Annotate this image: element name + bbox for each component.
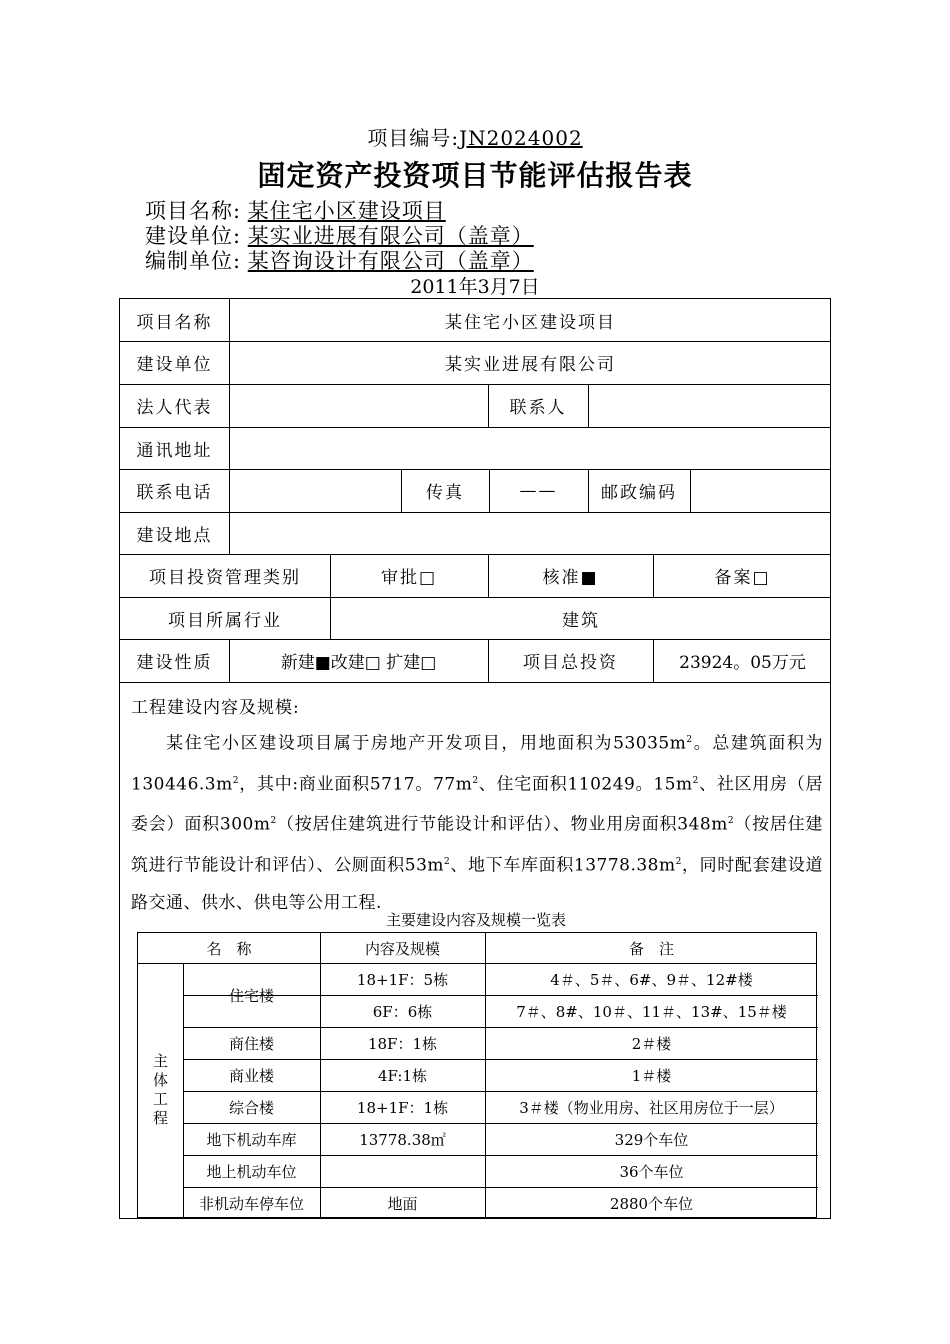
- project-name-label: 项目名称: [136, 312, 213, 333]
- site-value: [229, 512, 832, 554]
- description-text: 。总建筑面积为130446.3m: [131, 733, 823, 795]
- industry-value: 建筑: [562, 610, 600, 631]
- project-number-label: 项目编号:: [367, 126, 460, 150]
- industry-label: 项目所属行业: [168, 610, 282, 631]
- superscript: 2: [270, 816, 277, 827]
- nature-value: 新建■改建□ 扩建□: [280, 653, 437, 673]
- page-title: 固定资产投资项目节能评估报告表: [257, 159, 693, 192]
- row-content: 地面: [387, 1194, 418, 1213]
- header-name: 名 称: [206, 939, 252, 958]
- row-name: 商业楼: [228, 1066, 274, 1085]
- phone-label: 联系电话: [136, 483, 213, 503]
- info-label: 编制单位:: [145, 249, 242, 273]
- superscript: 2: [472, 775, 479, 786]
- description-text: 、社区用房（居委会）面积300m: [131, 774, 823, 835]
- builder-value: 某实业进展有限公司: [445, 355, 616, 375]
- report-date: 2011年3月7日: [410, 276, 540, 298]
- description-body: [131, 722, 823, 922]
- legal-rep-label: 法人代表: [136, 398, 213, 418]
- info-value: 某咨询设计有限公司（盖章）: [247, 249, 534, 273]
- row-name: 地下机动车库: [206, 1130, 297, 1149]
- row-content: 4F:1栋: [377, 1066, 427, 1085]
- row-content: 13778.38㎡: [359, 1130, 446, 1149]
- row-note: 3＃楼（物业用房、社区用房位于一层）: [519, 1098, 784, 1117]
- scale-table: [137, 932, 817, 1218]
- total-invest-label: 项目总投资: [523, 653, 618, 673]
- row-note: 2880个车位: [609, 1194, 694, 1213]
- row-note: 329个车位: [614, 1130, 689, 1149]
- fax-value: ——: [519, 480, 558, 501]
- info-line-compiler: [145, 249, 534, 274]
- superscript: 2: [692, 775, 699, 786]
- mgmt-type-label: 项目投资管理类别: [149, 568, 301, 588]
- row-name: 综合楼: [228, 1098, 274, 1117]
- info-value: 某住宅小区建设项目: [247, 199, 446, 223]
- description-text: 、住宅面积110249。15m: [478, 774, 693, 795]
- info-label: 项目名称:: [145, 199, 242, 223]
- postcode-value: [690, 469, 832, 512]
- row-name: 地上机动车位: [206, 1162, 297, 1181]
- row-name: 住宅楼: [228, 986, 274, 1005]
- superscript: 2: [232, 775, 239, 786]
- address-label: 通讯地址: [136, 440, 213, 461]
- mgmt-option-record: 备案□: [714, 568, 771, 588]
- description-text: （按居住建筑进行节能设计和评估）、物业用房面积348m: [276, 814, 728, 835]
- info-line-builder: [145, 224, 534, 249]
- contact-label: 联系人: [509, 398, 567, 418]
- row-note: 2＃楼: [631, 1034, 672, 1053]
- mgmt-option-approve: 审批□: [380, 568, 438, 588]
- info-value: 某实业进展有限公司（盖章）: [247, 224, 534, 248]
- superscript: 2: [675, 856, 682, 867]
- description-text: ，其中:商业面积5717。77m: [238, 774, 473, 795]
- fax-label: 传真: [426, 483, 464, 503]
- group-label: 主体工程: [151, 1053, 169, 1129]
- superscript: 2: [686, 735, 693, 745]
- row-content: [320, 1155, 485, 1187]
- description-text: 、地下车库面积13778.38m: [450, 855, 676, 876]
- description-heading: 工程建设内容及规模:: [131, 698, 300, 718]
- legal-rep-value: [229, 384, 488, 427]
- info-label: 建设单位:: [145, 224, 242, 248]
- row-content: 18F：1栋: [367, 1034, 438, 1053]
- row-note: 36个车位: [619, 1162, 684, 1181]
- project-number-value: JN2024002: [459, 126, 583, 150]
- project-number: [0, 122, 950, 151]
- description-text: （按居住建筑进行节能设计和评估）、公厕面积53m: [131, 814, 823, 876]
- group-main-works: [138, 963, 183, 1219]
- superscript: 2: [444, 856, 451, 867]
- row-name: 非机动车停车位: [198, 1194, 304, 1213]
- row-note: 4＃、5＃、6#、9＃、12#楼: [550, 970, 753, 989]
- row-name: 商住楼: [228, 1034, 274, 1053]
- superscript: 2: [727, 816, 735, 827]
- scale-table-title: 主要建设内容及规模一览表: [385, 911, 566, 929]
- total-invest-value: 23924。05万元: [679, 653, 806, 673]
- address-value: [229, 427, 832, 469]
- nature-label: 建设性质: [136, 653, 213, 673]
- row-content: 6F：6栋: [372, 1002, 433, 1021]
- site-label: 建设地点: [136, 525, 213, 546]
- project-name-value: 某住宅小区建设项目: [445, 312, 616, 333]
- description-text: 某住宅小区建设项目属于房地产开发项目，用地面积为53035m: [165, 733, 687, 754]
- mgmt-option-authorize: 核准■: [542, 568, 599, 588]
- row-note: 1＃楼: [631, 1066, 672, 1085]
- row-divider: [120, 682, 830, 683]
- assessment-form: [119, 298, 831, 1219]
- row-content: 18+1F：1栋: [356, 1098, 449, 1117]
- contact-value: [588, 384, 832, 427]
- phone-value: [229, 469, 401, 512]
- row-content: 18+1F：5栋: [356, 970, 449, 989]
- header-note: 备 注: [628, 939, 674, 958]
- header-content: 内容及规模: [364, 939, 440, 958]
- builder-label: 建设单位: [136, 355, 213, 375]
- description-text: ，同时配套建设道路交通、供水、供电等公用工程.: [131, 855, 823, 913]
- info-line-project-name: [145, 199, 446, 224]
- row-note: 7＃、8#、10＃、11＃、13#、15＃楼: [516, 1002, 787, 1021]
- postcode-label: 邮政编码: [601, 483, 677, 503]
